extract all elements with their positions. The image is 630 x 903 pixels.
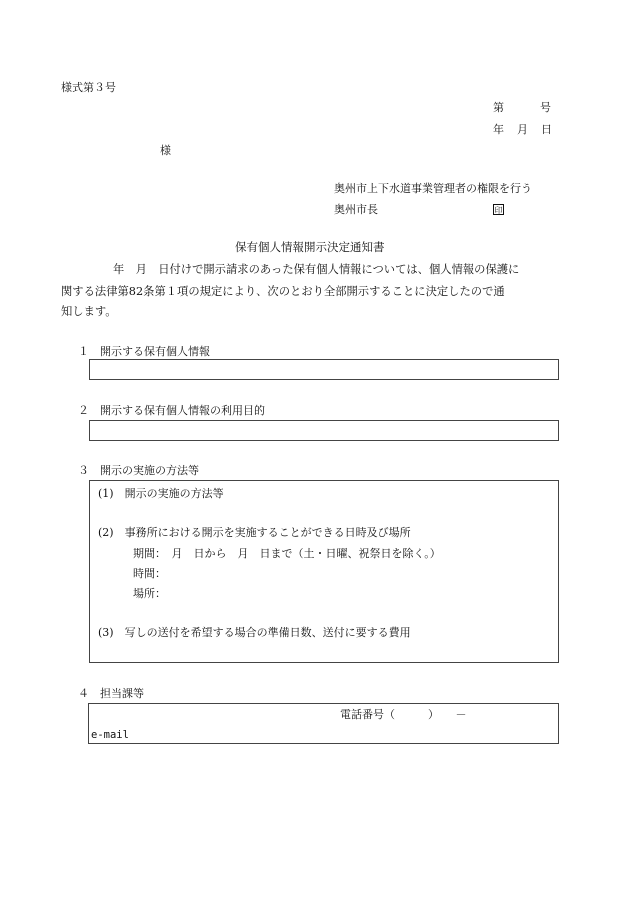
contact-phone: 電話番号（ ） － bbox=[340, 708, 467, 721]
section-2-field[interactable] bbox=[89, 420, 559, 441]
section-1-field[interactable] bbox=[89, 359, 559, 380]
section-3-place: 場所： bbox=[133, 587, 166, 600]
contact-email-label: e-mail bbox=[91, 729, 129, 741]
doc-number-prefix: 第 bbox=[493, 101, 504, 114]
issuer-line-2: 奥州市長 bbox=[334, 203, 378, 216]
doc-number-suffix: 号 bbox=[540, 101, 551, 114]
section-3-item-2: (2) 事務所における開示を実施することができる日時及び場所 bbox=[98, 526, 411, 539]
issuer-line-1: 奥州市上下水道事業管理者の権限を行う bbox=[334, 182, 532, 195]
form-number: 様式第３号 bbox=[61, 81, 116, 94]
seal-glyph: 印 bbox=[494, 206, 503, 215]
document-title: 保有個人情報開示決定通知書 bbox=[235, 240, 385, 254]
section-4-label: ４ 担当課等 bbox=[78, 687, 144, 700]
body-line-3: 知します。 bbox=[61, 305, 117, 318]
date-month-label: 月 bbox=[517, 123, 528, 136]
section-4-box bbox=[88, 703, 559, 744]
section-3-label: ３ 開示の実施の方法等 bbox=[78, 464, 199, 477]
seal-mark bbox=[493, 204, 504, 215]
section-3-period: 期間： 月 日から 月 日まで（土・日曜、祝祭日を除く。） bbox=[133, 547, 441, 560]
section-3-time: 時間： bbox=[133, 567, 166, 580]
body-line-2: 関する法律第82条第１項の規定により、次のとおり全部開示することに決定したので通 bbox=[61, 285, 505, 298]
addressee-suffix: 様 bbox=[160, 144, 171, 157]
body-line-1: 年 月 日付けで開示請求のあった保有個人情報については、個人情報の保護に bbox=[113, 263, 520, 276]
section-1-label: １ 開示する保有個人情報 bbox=[78, 345, 210, 358]
date-year-label: 年 bbox=[493, 123, 504, 136]
section-2-label: ２ 開示する保有個人情報の利用目的 bbox=[78, 404, 265, 417]
date-day-label: 日 bbox=[541, 123, 552, 136]
section-3-item-1: (1) 開示の実施の方法等 bbox=[98, 487, 224, 500]
section-3-item-3: (3) 写しの送付を希望する場合の準備日数、送付に要する費用 bbox=[98, 626, 411, 639]
